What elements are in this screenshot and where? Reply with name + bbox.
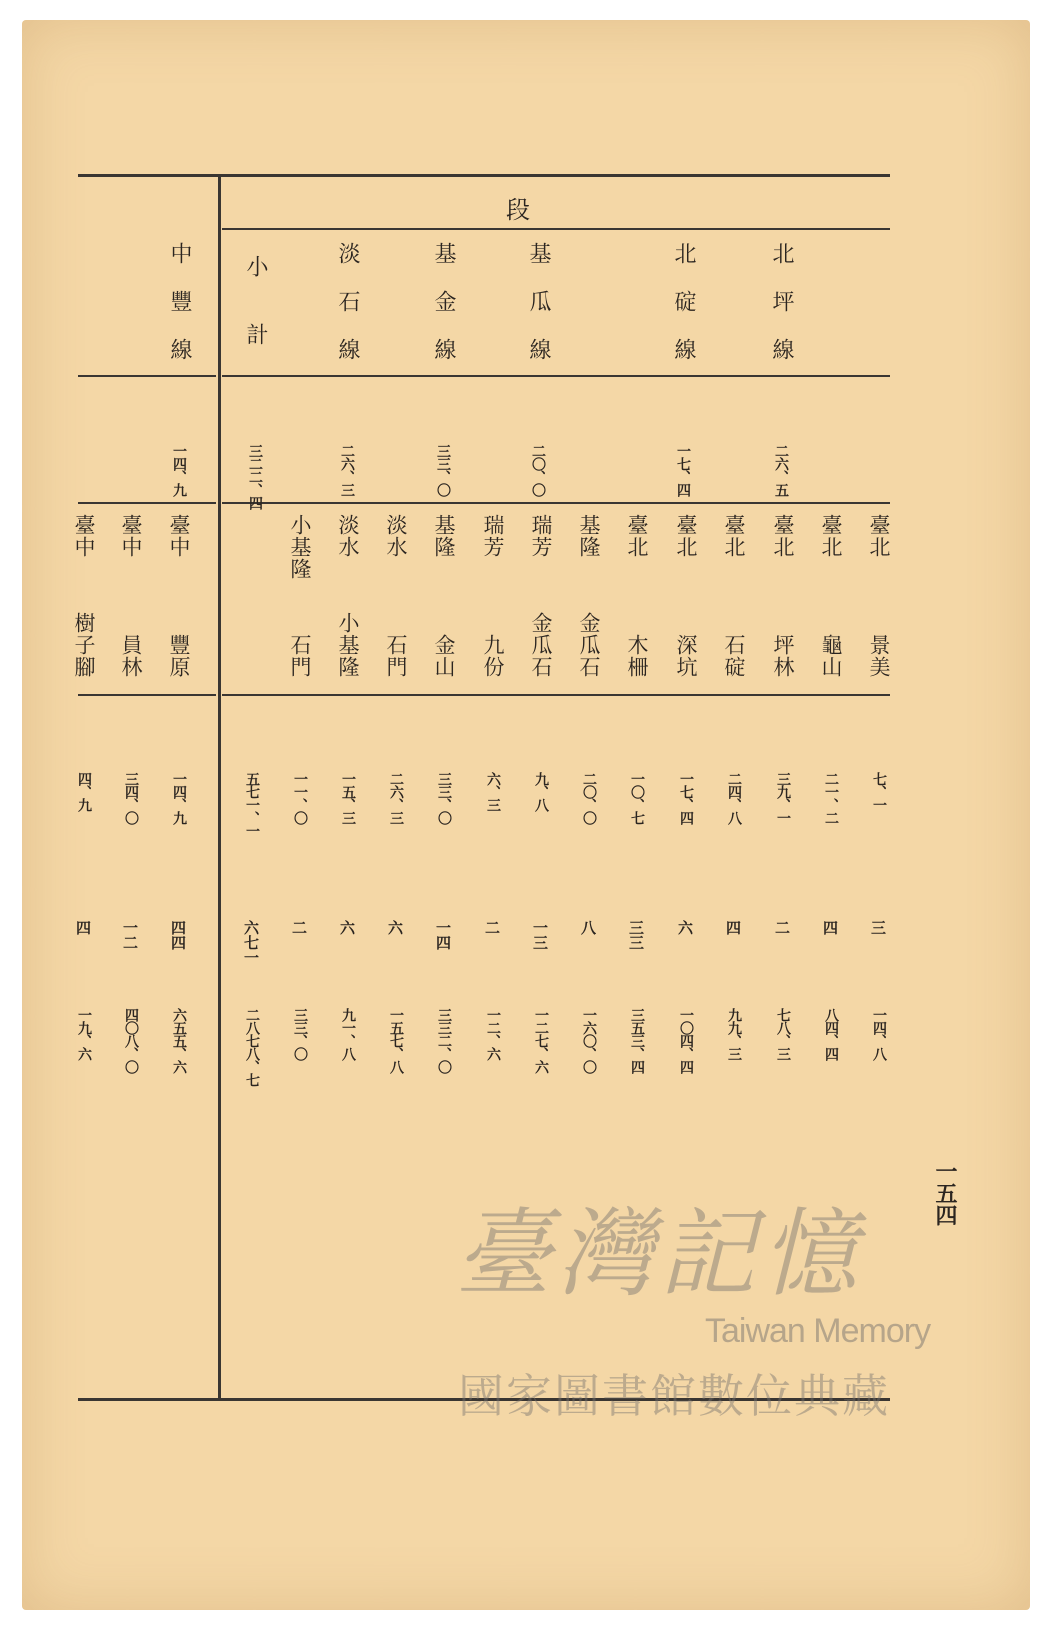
row-to-station: 石碇 — [722, 634, 746, 678]
row-from-station: 臺北 — [674, 514, 698, 558]
row-distance: 四、九 — [76, 772, 92, 811]
row-count: 一四 — [434, 920, 452, 950]
row-count: 四 — [74, 920, 92, 935]
row-to-station: 豐原 — [167, 634, 191, 678]
row-from-station: 臺中 — [119, 514, 143, 558]
line-header-name: 小計 — [243, 255, 268, 391]
mid-rule-left — [78, 502, 216, 504]
row-distance: 二一、二 — [823, 772, 839, 824]
row-distance: 二六、三 — [388, 772, 404, 824]
row-distance: 三四、〇 — [123, 772, 139, 824]
line-header-length: 三二二、四 — [247, 444, 263, 509]
line-header-name: 基瓜線 — [526, 242, 551, 386]
column-divider — [218, 176, 221, 1400]
row-to-station: 坪林 — [771, 634, 795, 678]
row-from-station: 小基隆 — [288, 514, 312, 580]
row-from-station: 瑞芳 — [481, 514, 505, 558]
row-count: 一二 — [121, 920, 139, 950]
row-to-station: 木柵 — [625, 634, 649, 678]
mid-rule-right — [222, 502, 890, 504]
row-total: 一六〇、〇 — [581, 1008, 597, 1073]
row-distance: 九、八 — [533, 772, 549, 811]
row-to-station: 金瓜石 — [529, 612, 553, 678]
header-bottom-rule-left — [78, 375, 216, 377]
station-rule-right — [222, 694, 890, 696]
row-count: 八 — [579, 920, 597, 935]
row-to-station: 樹子腳 — [72, 612, 96, 678]
row-from-station: 臺北 — [819, 514, 843, 558]
row-total: 一四、八 — [871, 1008, 887, 1060]
row-distance: 三三、〇 — [436, 772, 452, 824]
row-count: 一三 — [531, 920, 549, 950]
row-count: 三 — [869, 920, 887, 935]
row-distance: 一〇、七 — [629, 772, 645, 824]
row-to-station: 金瓜石 — [577, 612, 601, 678]
row-from-station: 臺北 — [867, 514, 891, 558]
row-distance: 二四、八 — [726, 772, 742, 824]
line-header-length: 二〇、〇 — [530, 444, 546, 496]
row-from-station: 臺北 — [722, 514, 746, 558]
row-count: 三三 — [627, 920, 645, 950]
row-to-station: 石門 — [288, 634, 312, 678]
row-count: 四 — [821, 920, 839, 935]
row-total: 三三、〇 — [292, 1008, 308, 1060]
row-to-station: 員林 — [119, 634, 143, 678]
row-from-station: 淡水 — [384, 514, 408, 558]
header-subrule — [222, 228, 890, 230]
station-rule-left — [78, 694, 216, 696]
row-total: 六五五、六 — [171, 1008, 187, 1073]
row-to-station: 小基隆 — [336, 612, 360, 678]
row-total: 一二、六 — [485, 1008, 501, 1060]
row-total: 一五七、八 — [388, 1008, 404, 1073]
row-to-station: 九份 — [481, 634, 505, 678]
row-from-station: 基隆 — [432, 514, 456, 558]
row-to-station: 金山 — [432, 634, 456, 678]
row-count: 六 — [386, 920, 404, 935]
row-total: 七八、三 — [775, 1008, 791, 1060]
row-from-station: 臺北 — [771, 514, 795, 558]
line-header-length: 二六、三 — [339, 444, 355, 496]
row-total: 四〇八、〇 — [123, 1008, 139, 1073]
row-total: 一二七、六 — [533, 1008, 549, 1073]
top-rule — [78, 174, 890, 177]
row-total: 九九、三 — [726, 1008, 742, 1060]
line-header-name: 淡石線 — [335, 242, 360, 386]
row-total: 二八七八、七 — [244, 1008, 260, 1086]
watermark-calligraphy: 臺灣記憶 — [455, 1198, 863, 1310]
row-to-station: 龜山 — [819, 634, 843, 678]
line-header-name: 基金線 — [431, 242, 456, 386]
row-total: 八四、四 — [823, 1008, 839, 1060]
row-distance: 一七、四 — [678, 772, 694, 824]
row-distance: 六、三 — [485, 772, 501, 811]
row-total: 一九、六 — [76, 1008, 92, 1060]
line-header-length: 二六、五 — [773, 444, 789, 496]
row-from-station: 淡水 — [336, 514, 360, 558]
row-total: 三三二、〇 — [436, 1008, 452, 1073]
row-distance: 七、一 — [871, 772, 887, 811]
row-distance: 二〇、〇 — [581, 772, 597, 824]
line-header-length: 一七、四 — [675, 444, 691, 496]
row-from-station: 臺中 — [72, 514, 96, 558]
row-count: 四 — [724, 920, 742, 935]
section-header: 段 — [506, 196, 530, 224]
row-count: 六 — [338, 920, 356, 935]
row-distance: 一一、〇 — [292, 772, 308, 824]
row-total: 九一、八 — [340, 1008, 356, 1060]
row-distance: 三九、一 — [775, 772, 791, 824]
row-distance: 一四、九 — [171, 772, 187, 824]
watermark-english: Taiwan Memory — [705, 1312, 931, 1350]
line-header-length: 三三、〇 — [435, 444, 451, 496]
row-count: 二 — [290, 920, 308, 935]
line-header-name: 北坪線 — [769, 242, 794, 386]
row-total: 三五三、四 — [629, 1008, 645, 1073]
row-to-station: 景美 — [867, 634, 891, 678]
watermark-chinese: 國家圖書館數位典藏 — [458, 1369, 890, 1423]
row-distance: 一五、三 — [340, 772, 356, 824]
row-to-station: 石門 — [384, 634, 408, 678]
line-header-name: 中豐線 — [167, 242, 192, 386]
row-from-station: 瑞芳 — [529, 514, 553, 558]
row-count: 二 — [483, 920, 501, 935]
row-from-station: 臺中 — [167, 514, 191, 558]
line-header-name: 北碇線 — [671, 242, 696, 386]
row-to-station: 深坑 — [674, 634, 698, 678]
row-count: 二 — [773, 920, 791, 935]
page-number: 一五四 — [932, 1160, 958, 1226]
row-distance: 五七一、一 — [244, 772, 260, 837]
row-total: 一〇四、四 — [678, 1008, 694, 1073]
line-header-length: 一四、九 — [171, 444, 187, 496]
row-from-station: 臺北 — [625, 514, 649, 558]
row-count: 六七一 — [242, 920, 260, 965]
row-from-station: 基隆 — [577, 514, 601, 558]
row-count: 六 — [676, 920, 694, 935]
row-count: 四四 — [169, 920, 187, 950]
